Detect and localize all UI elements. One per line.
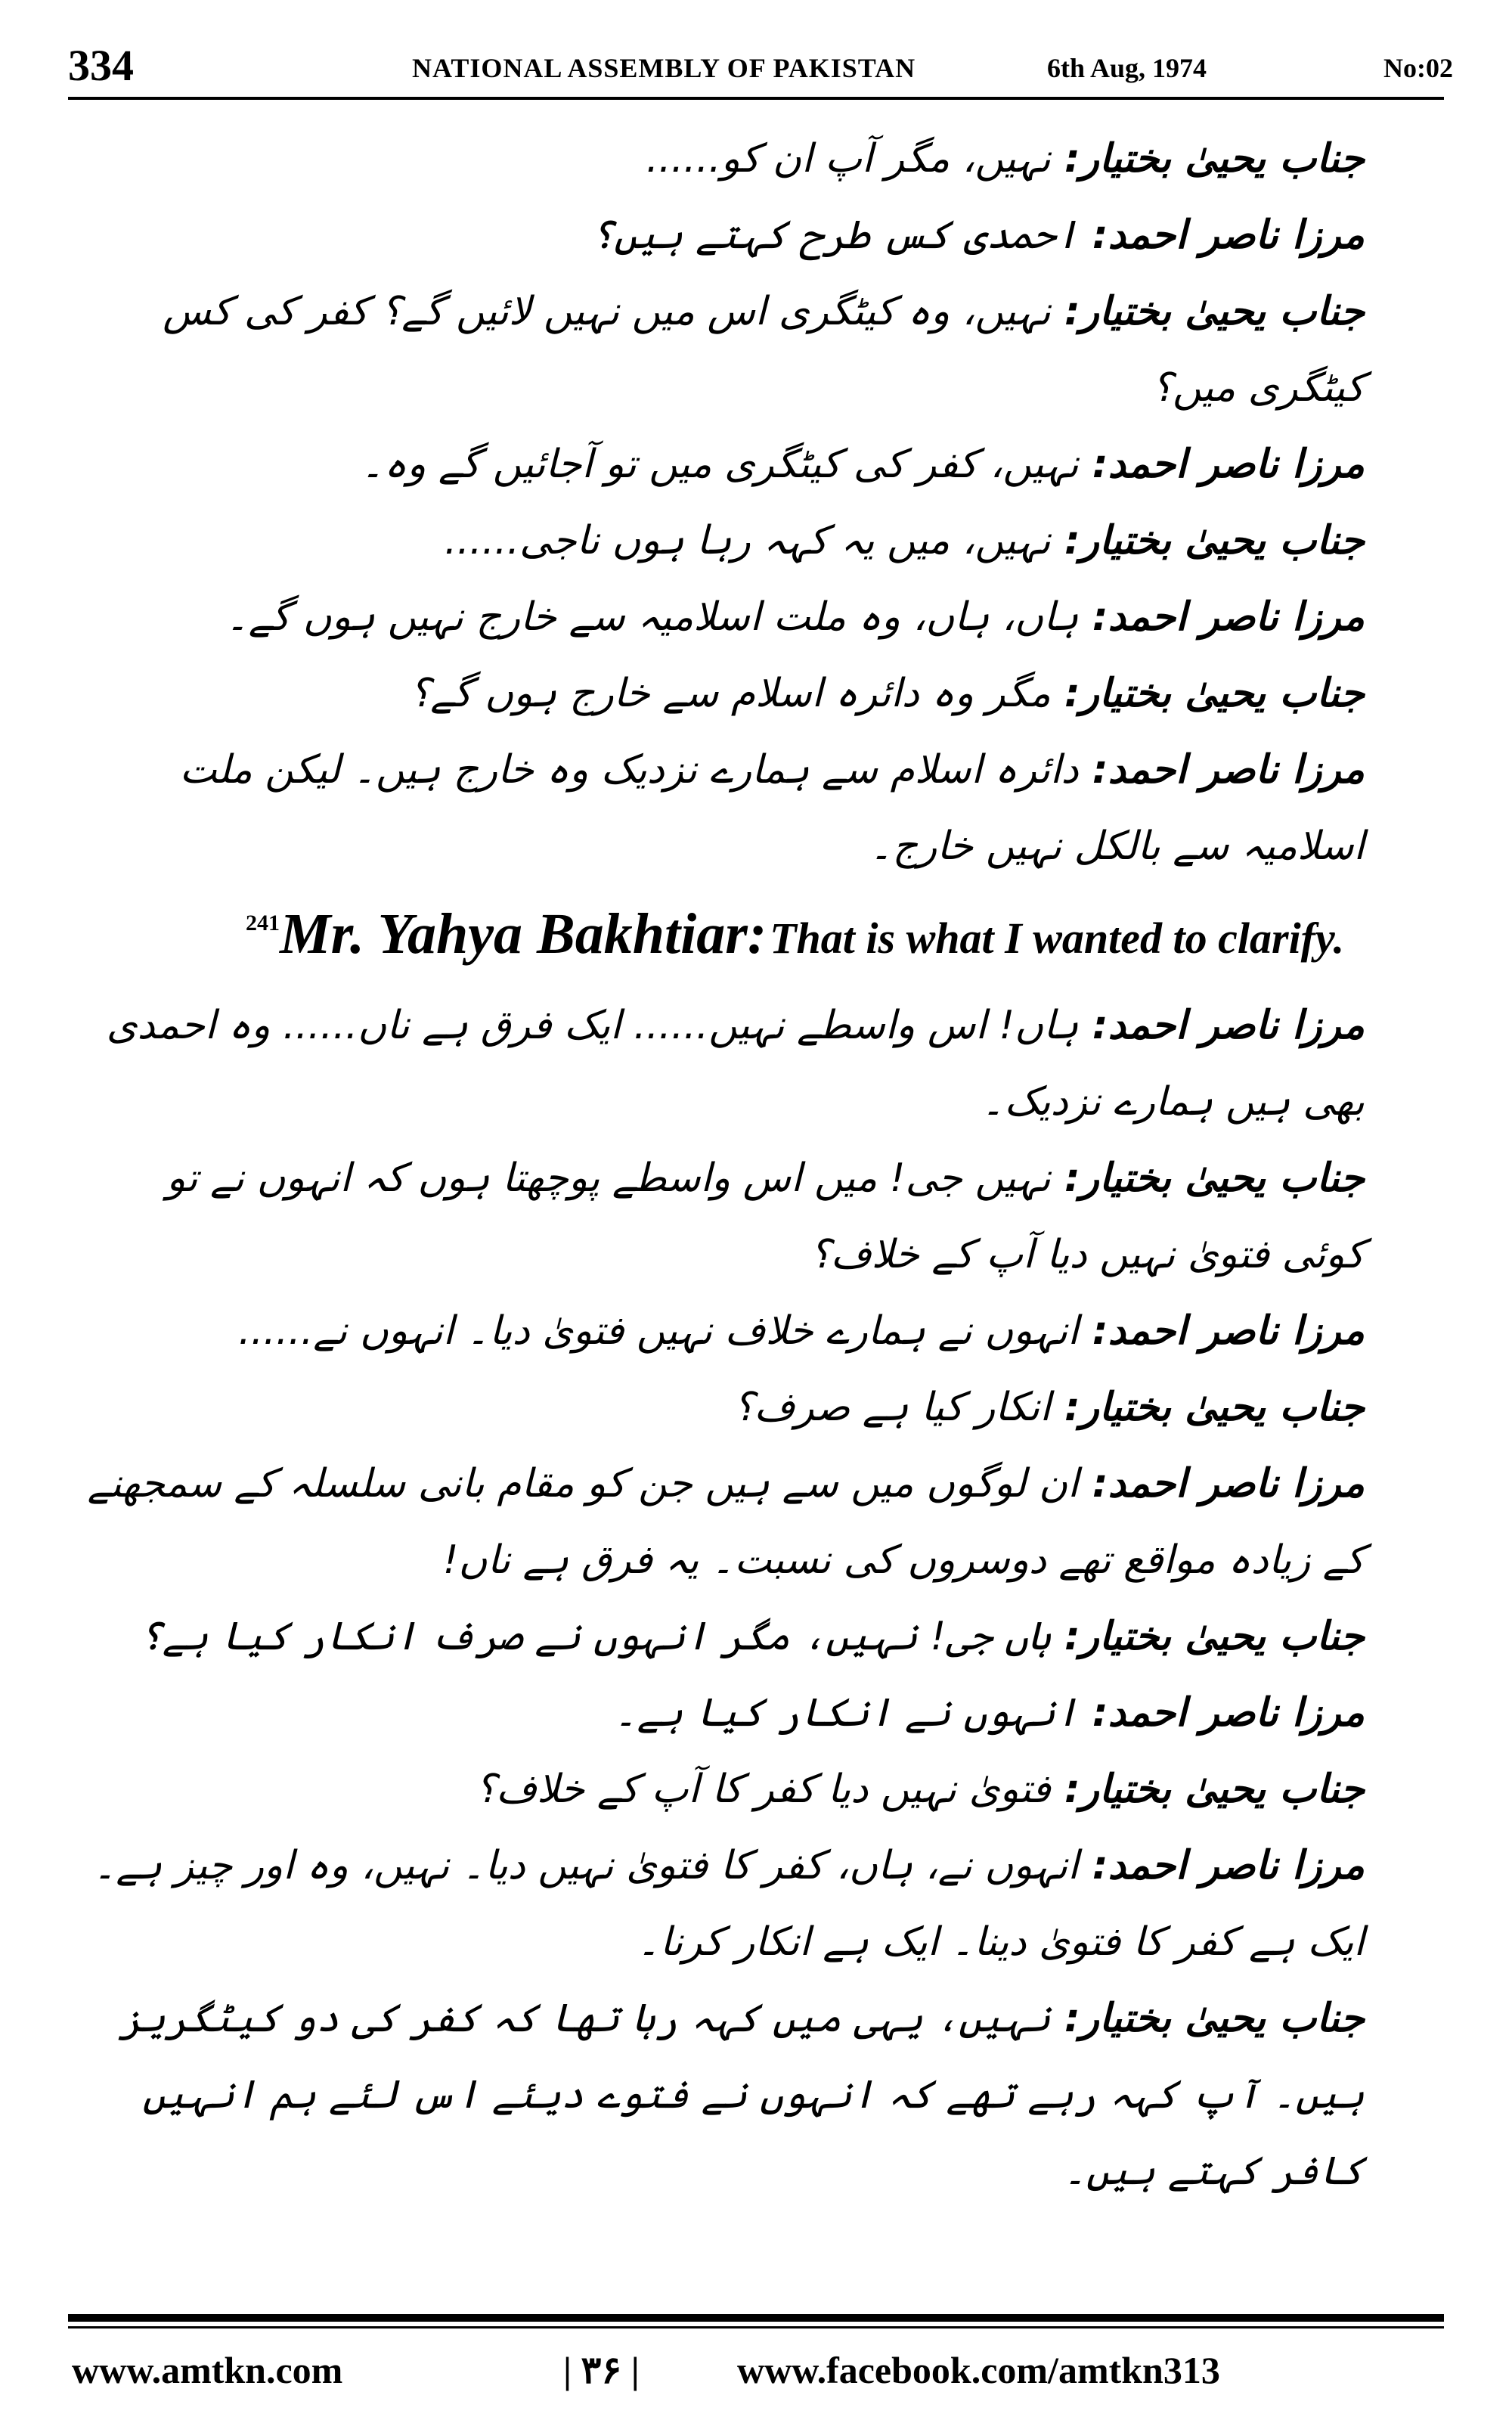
header-date: 6th Aug, 1974 [1047, 53, 1207, 83]
speech-text: انہوں نے ہمارے خلاف نہیں فتویٰ دیا۔ انہوں نے...... [238, 1308, 1079, 1354]
speech-text: ہاں، ہاں، وہ ملت اسلامیہ سے خارج نہیں ہوں گے۔ [225, 594, 1079, 640]
speaker-separator: : [1050, 1767, 1080, 1812]
speech-text: دائرہ اسلام سے ہمارے نزدیک وہ خارج ہیں۔ لیکن ملت اسلامیہ سے بالکل نہیں خارج۔ [179, 747, 1365, 869]
english-transcript-turn [72, 885, 1440, 988]
footer-facebook-link[interactable]: www.facebook.com/amtkn313 [737, 2349, 1220, 2391]
speaker-separator: : [1078, 747, 1108, 793]
speaker-name: مرزا ناصر احمد [1108, 1003, 1365, 1048]
transcript-turn [72, 197, 1440, 274]
footer-website-link[interactable]: www.amtkn.com [72, 2349, 343, 2391]
speaker-separator: : [1078, 1003, 1108, 1048]
speaker-name: جناب یحییٰ بختیار [1080, 136, 1365, 182]
speaker-separator: : [1078, 1690, 1108, 1736]
speaker-name: جناب یحییٰ بختیار [1080, 1156, 1365, 1201]
transcript-turn [72, 274, 1440, 427]
transcript-turn [72, 579, 1440, 656]
speech-text: احمدی کس طرح کہتے ہیں؟ [590, 213, 1079, 258]
speech-text: نہیں، مگر آپ ان کو...... [646, 136, 1051, 182]
speaker-separator: : [1050, 136, 1080, 182]
speaker-separator: : [1078, 213, 1108, 258]
speaker-name: مرزا ناصر احمد [1108, 747, 1365, 793]
speech-text: ان لوگوں میں سے ہیں جن کو مقام بانی سلسلہ کے سمجھنے کے زیادہ مواقع تھے دوسروں کی نسبت۔ یہ فرق ہے ناں! [87, 1461, 1365, 1583]
transcript-turn [72, 1293, 1440, 1370]
speaker-separator: : [1050, 289, 1080, 334]
speaker-separator: : [1078, 594, 1108, 640]
speaker-name: جناب یحییٰ بختیار [1080, 518, 1365, 563]
speaker-name: Mr. Yahya Bakhtiar: [280, 902, 767, 966]
transcript-turn [72, 656, 1440, 732]
speech-text: نہیں، میں یہ کہہ رہا ہوں ناجی...... [444, 518, 1051, 563]
speaker-name: مرزا ناصر احمد [1108, 442, 1365, 487]
speaker-name: جناب یحییٰ بختیار [1080, 671, 1365, 716]
speaker-separator: : [1050, 1156, 1080, 1201]
footer-divider-thick [68, 2314, 1444, 2322]
header-divider [68, 97, 1444, 100]
transcript-turn [72, 1599, 1440, 1675]
header-title: NATIONAL ASSEMBLY OF PAKISTAN [412, 53, 916, 83]
header-number: No:02 [1383, 53, 1453, 83]
transcript-turn [72, 121, 1440, 197]
transcript-turn [72, 1370, 1440, 1446]
speaker-name: مرزا ناصر احمد [1108, 1308, 1365, 1354]
speech-text: مگر وہ دائرہ اسلام سے خارج ہوں گے؟ [409, 671, 1051, 716]
speech-text: نہیں، یہی میں کہہ رہا تھا کہ کفر کی دو کیٹگریز ہیں۔ آپ کہہ رہے تھے کہ انہوں نے فتوے دیئے اس لئے ہم انہیں کافر کہتے ہیں۔ [119, 1996, 1365, 2194]
transcript-body [72, 121, 1440, 2284]
speaker-separator: : [1050, 1614, 1080, 1659]
speaker-separator: : [1050, 671, 1080, 716]
speaker-name: جناب یحییٰ بختیار [1080, 1767, 1365, 1812]
page-number: 334 [68, 41, 134, 90]
transcript-turn [72, 503, 1440, 579]
transcript-turn [72, 1751, 1440, 1828]
speaker-separator: : [1050, 1996, 1080, 2041]
speaker-name: جناب یحییٰ بختیار [1080, 1385, 1365, 1430]
transcript-turn [72, 1828, 1440, 1981]
speaker-separator: : [1078, 442, 1108, 487]
speaker-name: مرزا ناصر احمد [1108, 213, 1365, 258]
transcript-turn [72, 427, 1440, 503]
speech-text: ہاں جی! نہیں، مگر انہوں نے صرف انکار کیا ہے؟ [139, 1614, 1051, 1659]
transcript-turn [72, 1981, 1440, 2210]
transcript-turn [72, 1446, 1440, 1599]
transcript-turn [72, 988, 1440, 1140]
speech-text: That is what I wanted to clarify. [770, 914, 1345, 963]
speaker-name: مرزا ناصر احمد [1108, 1690, 1365, 1736]
speech-text: نہیں، کفر کی کیٹگری میں تو آجائیں گے وہ۔ [361, 442, 1079, 487]
speaker-name: مرزا ناصر احمد [1108, 1461, 1365, 1506]
speaker-separator: : [1050, 1385, 1080, 1430]
speech-text: ہاں! اس واسطے نہیں...... ایک فرق ہے ناں...... وہ احمدی بھی ہیں ہمارے نزدیک۔ [106, 1003, 1365, 1125]
speaker-name: مرزا ناصر احمد [1108, 594, 1365, 640]
speaker-name: مرزا ناصر احمد [1108, 1843, 1365, 1888]
speech-text: نہیں، وہ کیٹگری اس میں نہیں لائیں گے؟ کفر کی کس کیٹگری میں؟ [163, 289, 1365, 411]
speaker-separator: : [1078, 1843, 1108, 1888]
speech-text: انہوں نے، ہاں، کفر کا فتویٰ نہیں دیا۔ نہیں، وہ اور چیز ہے۔ ایک ہے کفر کا فتویٰ دینا۔ ایک ہے انکار کرنا۔ [93, 1843, 1365, 1965]
speech-text: انکار کیا ہے صرف؟ [733, 1385, 1051, 1430]
footer-divider-thin [68, 2326, 1444, 2328]
speaker-separator: : [1050, 518, 1080, 563]
speaker-name: جناب یحییٰ بختیار [1080, 289, 1365, 334]
speech-text: نہیں جی! میں اس واسطے پوچھتا ہوں کہ انہوں نے تو کوئی فتویٰ نہیں دیا آپ کے خلاف؟ [166, 1156, 1365, 1277]
transcript-turn [72, 732, 1440, 885]
speaker-name: جناب یحییٰ بختیار [1080, 1996, 1365, 2041]
speech-text: انہوں نے انکار کیا ہے۔ [614, 1690, 1079, 1736]
page-footer [72, 2340, 1444, 2400]
speaker-separator: : [1078, 1308, 1108, 1354]
footer-page-number: | ۳۶ | [563, 2349, 640, 2391]
transcript-turn [72, 1675, 1440, 1751]
footnote-marker: 241 [246, 911, 280, 935]
page-header [68, 39, 1453, 92]
speaker-name: جناب یحییٰ بختیار [1080, 1614, 1365, 1659]
transcript-turn [72, 1140, 1440, 1293]
speaker-separator: : [1078, 1461, 1108, 1506]
speech-text: فتویٰ نہیں دیا کفر کا آپ کے خلاف؟ [475, 1767, 1051, 1812]
